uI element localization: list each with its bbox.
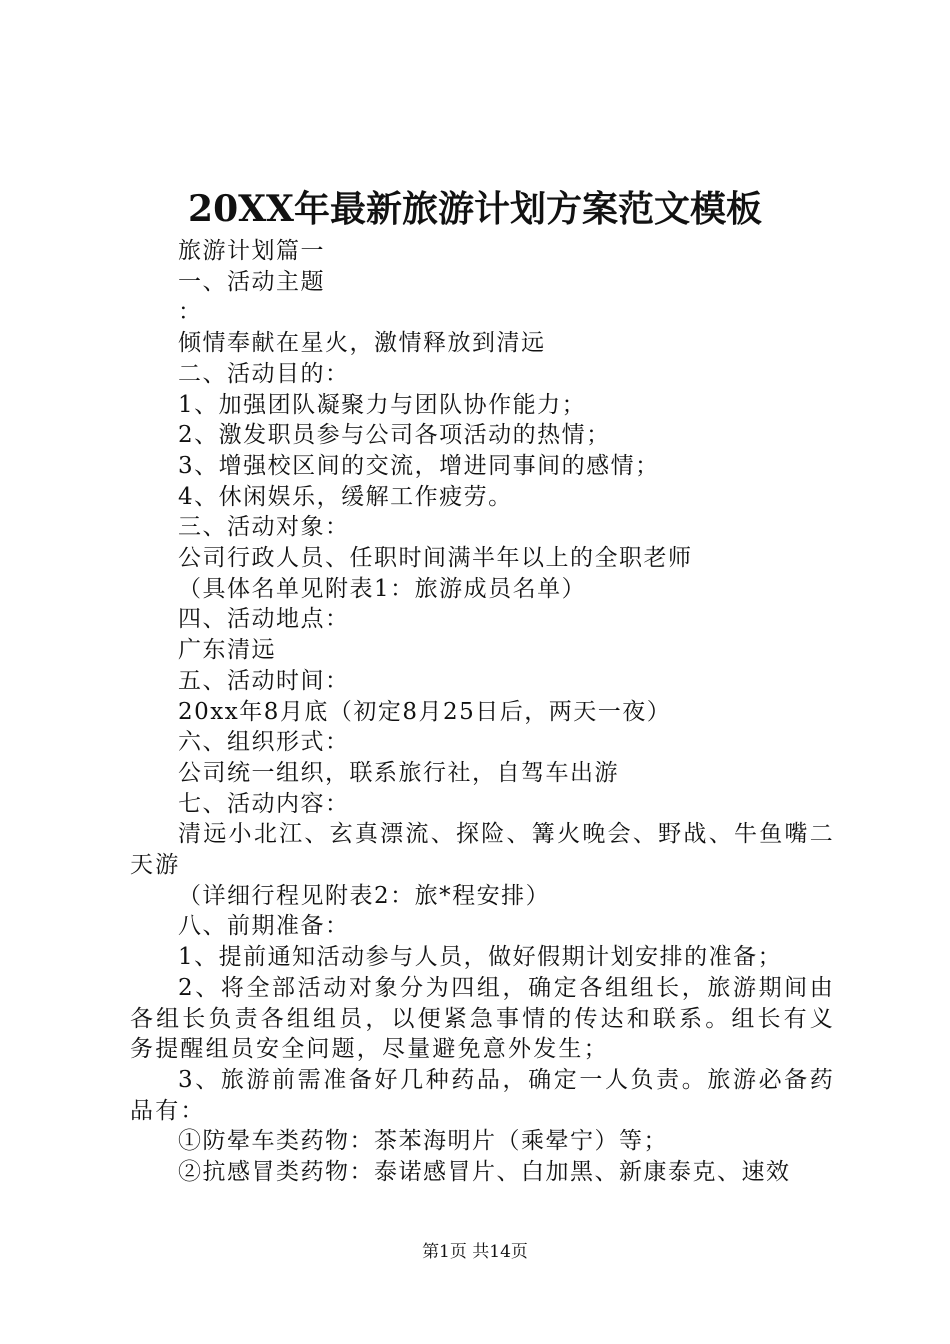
paragraph-line: 2、将全部活动对象分为四组，确定各组组长，旅游期间由各组长负责各组组员，以便紧急事情的传达和联系。组长有义务提醒组员安全问题，尽量避免意外发生；	[130, 974, 835, 1063]
paragraph-line: 八、前期准备：	[178, 913, 350, 940]
document-title: 20XX年最新旅游计划方案范文模板	[188, 188, 762, 230]
paragraph-line: （详细行程见附表2：旅*程安排）	[178, 882, 551, 909]
paragraph-line: 四、活动地点：	[178, 606, 350, 633]
paragraph-line: 3、增强校区间的交流，增进同事间的感情；	[178, 452, 660, 479]
paragraph-line: 广东清远	[178, 637, 276, 664]
paragraph-line: 七、活动内容：	[178, 790, 350, 817]
paragraph-line: 五、活动时间：	[178, 667, 350, 694]
paragraph-line: 一、活动主题	[178, 268, 325, 295]
paragraph-line: ①防晕车类药物：茶苯海明片（乘晕宁）等；	[178, 1128, 668, 1155]
paragraph-line: 旅游计划篇一	[178, 238, 325, 264]
paragraph-line: ：	[178, 299, 203, 326]
paragraph-line: 三、活动对象：	[178, 514, 350, 541]
paragraph-line: 清远小北江、玄真漂流、探险、篝火晚会、野战、牛鱼嘴二天游	[130, 821, 835, 879]
document-body	[130, 236, 835, 1188]
paragraph-line: 二、活动目的：	[178, 360, 350, 387]
paragraph-line: 4、休闲娱乐，缓解工作疲劳。	[178, 483, 513, 510]
paragraph-line: 2、激发职员参与公司各项活动的热情；	[178, 422, 611, 449]
paragraph-line: 六、组织形式：	[178, 729, 350, 756]
page-footer: 第1页 共14页	[422, 1242, 528, 1262]
paragraph-line: 1、加强团队凝聚力与团队协作能力；	[178, 391, 587, 418]
paragraph-line: 公司统一组织，联系旅行社，自驾车出游	[178, 759, 619, 786]
paragraph-line: 倾情奉献在星火，激情释放到清远	[178, 330, 546, 357]
paragraph-line: 1、提前通知活动参与人员，做好假期计划安排的准备；	[178, 944, 783, 971]
paragraph-line: 20xx年8月底（初定8月25日后，两天一夜）	[178, 698, 672, 725]
paragraph-line: 3、旅游前需准备好几种药品，确定一人负责。旅游必备药品有：	[130, 1066, 835, 1124]
paragraph-line: ②抗感冒类药物：泰诺感冒片、白加黑、新康泰克、速效	[178, 1159, 791, 1186]
paragraph-line: 公司行政人员、任职时间满半年以上的全职老师	[178, 545, 693, 572]
paragraph-line: （具体名单见附表1：旅游成员名单）	[178, 575, 587, 602]
